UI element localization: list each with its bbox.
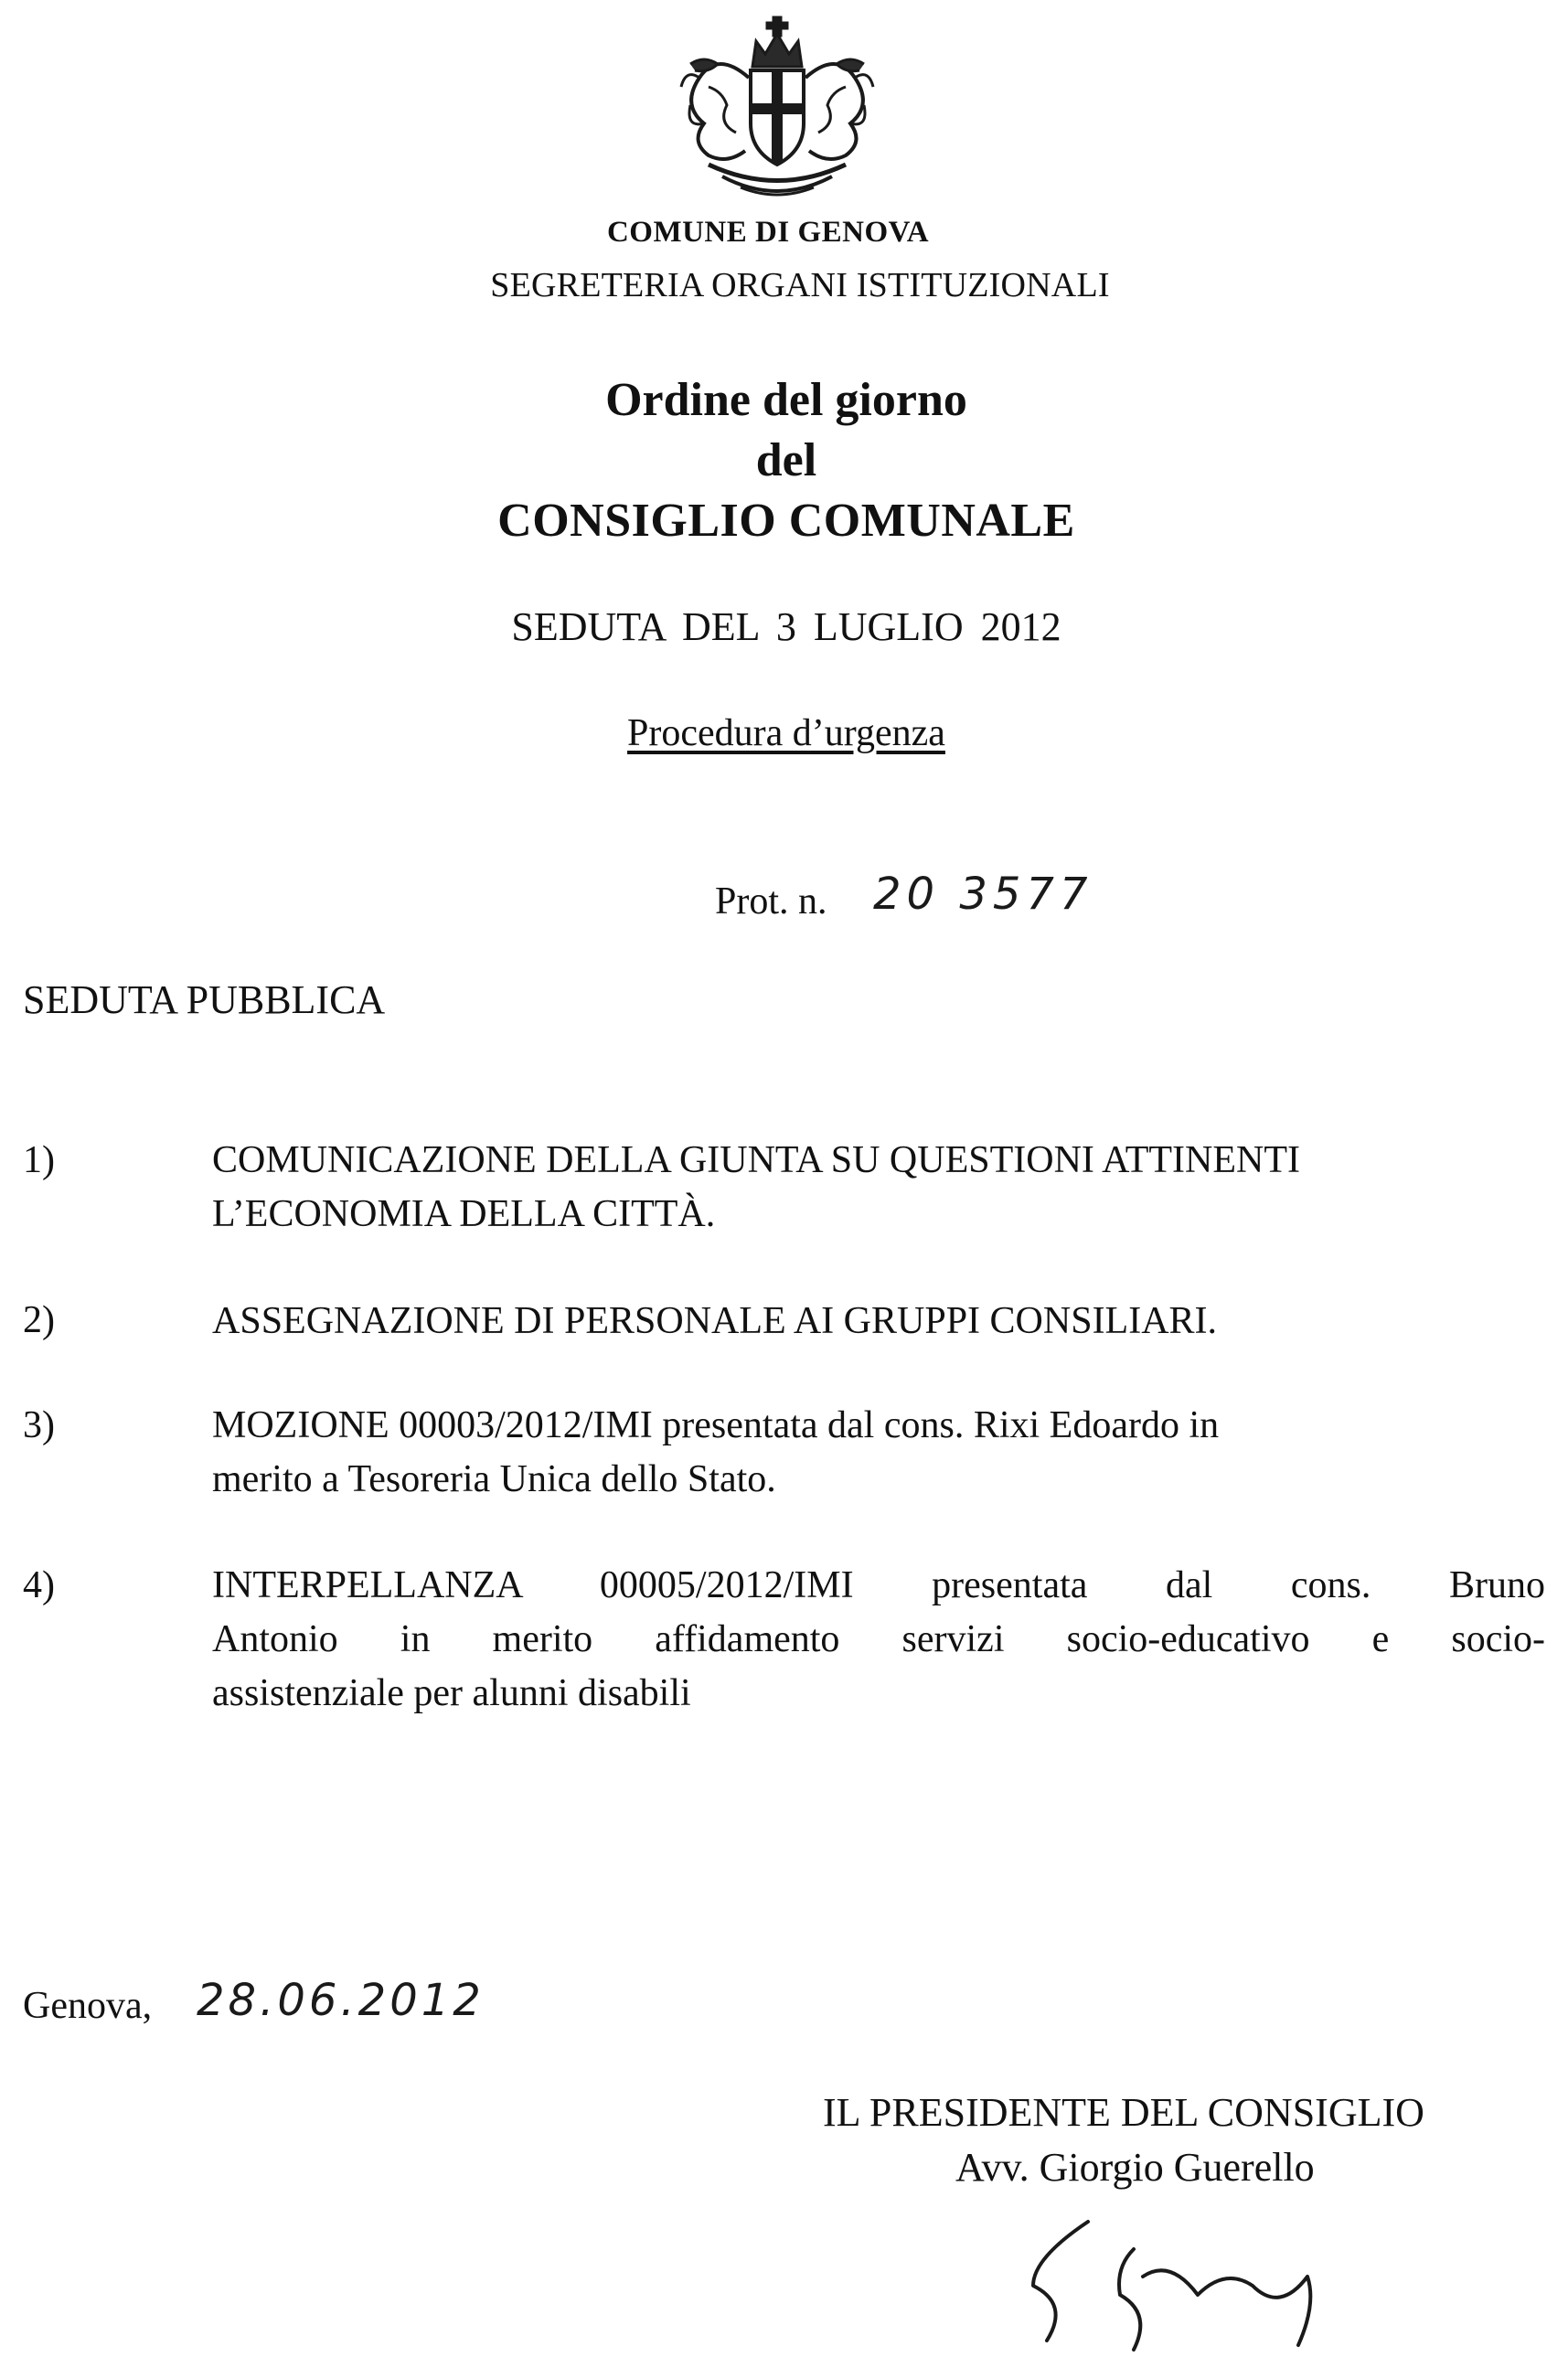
agenda-item-text <box>212 1559 1547 1721</box>
protocol-label: Prot. n. <box>715 880 827 923</box>
agenda-item-line: INTERPELLANZA 00005/2012/IMI presentata dal cons. Bruno <box>212 1564 1545 1606</box>
place-label: Genova, <box>23 1985 153 2027</box>
agenda-item-line: ASSEGNAZIONE DI PERSONALE AI GRUPPI CONSILIARI. <box>212 1300 1218 1342</box>
document-title-line-2: del <box>755 434 817 486</box>
agenda-item-number: 3) <box>23 1404 55 1446</box>
agenda-item-line: MOZIONE 00003/2012/IMI presentata dal cons. Rixi Edoardo in <box>212 1404 1220 1446</box>
session-type: SEDUTA PUBBLICA <box>23 977 386 1022</box>
agenda-item-line: Antonio in merito affidamento servizi socio-educativo e socio- <box>212 1618 1545 1660</box>
agenda-item-line: COMUNICAZIONE DELLA GIUNTA SU QUESTIONI ATTINENTI <box>212 1139 1301 1181</box>
handwritten-date: 28.06.2012 <box>197 1975 485 2026</box>
agenda-item-line: merito a Tesoreria Unica dello Stato. <box>212 1458 776 1500</box>
agenda-item-text <box>212 1134 1547 1242</box>
protocol-number-handwritten: 20 3577 <box>873 869 1093 920</box>
agenda-item-text <box>212 1295 1547 1349</box>
agenda-item-number: 1) <box>23 1139 55 1181</box>
procedure-type: Procedura d’urgenza <box>627 712 945 754</box>
organization-name: COMUNE DI GENOVA <box>606 216 930 249</box>
signer-role: IL PRESIDENTE DEL CONSIGLIO <box>823 2090 1424 2135</box>
document-title-line-1: Ordine del giorno <box>605 374 967 426</box>
signer-name: Avv. Giorgio Guerello <box>955 2145 1315 2190</box>
agenda-item-number: 4) <box>23 1564 55 1606</box>
agenda-item-line: L’ECONOMIA DELLA CITTÀ. <box>212 1193 716 1235</box>
agenda-item-line: assistenziale per alunni disabili <box>212 1672 691 1714</box>
agenda-item-text <box>212 1399 1547 1507</box>
coat-of-arms-genova-icon <box>654 14 901 210</box>
document-title-line-3: CONSIGLIO COMUNALE <box>497 495 1075 547</box>
session-date: SEDUTA DEL 3 LUGLIO 2012 <box>511 604 1061 649</box>
organization-office: SEGRETERIA ORGANI ISTITUZIONALI <box>490 266 1110 304</box>
agenda-item-number: 2) <box>23 1299 55 1341</box>
handwritten-signature <box>1015 2213 1381 2354</box>
